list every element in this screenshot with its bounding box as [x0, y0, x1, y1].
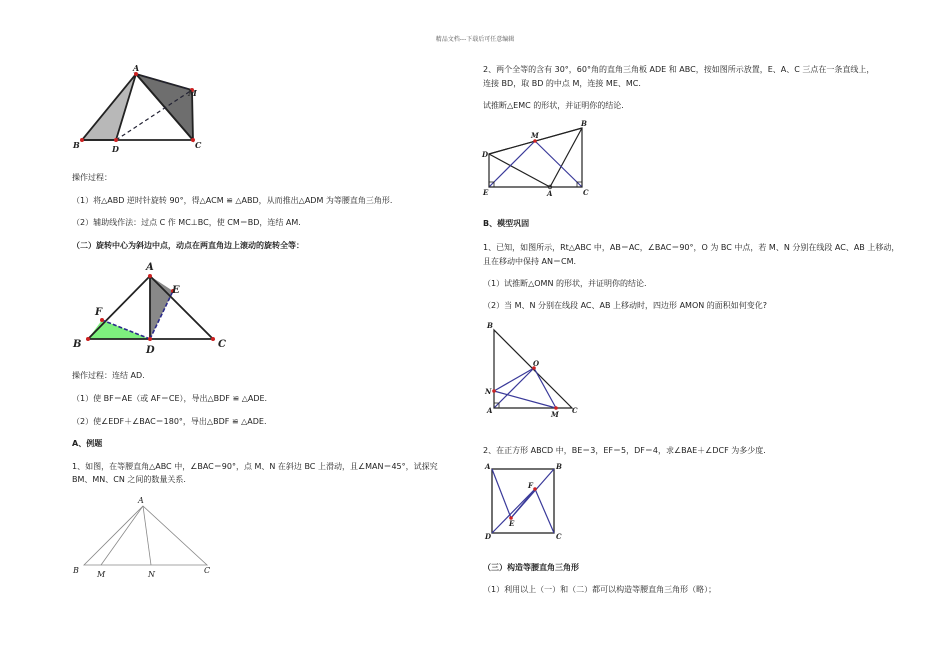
fig3-label-b: B	[73, 566, 79, 575]
figure-6-square	[480, 460, 570, 540]
fig3-label-a: A	[138, 496, 144, 505]
fig5-label-m: M	[551, 410, 559, 419]
page-header: 精品文档---下载后可任意编辑	[435, 36, 515, 43]
example2-line3: 试推断△EMC 的形状，并证明你的结论.	[483, 101, 624, 110]
b2-line: 2、在正方形 ABCD 中，BE＝3，EF＝5，DF＝4，求∠BAE＋∠DCF 为多少度.	[483, 446, 766, 455]
fig5-label-o: O	[533, 359, 540, 368]
example1-line2: BM、MN、CN 之间的数量关系.	[72, 475, 186, 484]
fig3-label-n: N	[148, 570, 155, 579]
b1-question2: （2）当 M、N 分别在线段 AC、AB 上移动时，四边形 AMON 的面积如何变化?	[483, 301, 768, 310]
op1-step1: （1）将△ABD 逆时针旋转 90°，得△ACM ≌ △ABD，从而推出△ADM 为等腰直角三角形.	[72, 196, 393, 205]
fig4-label-c: C	[583, 188, 589, 197]
example1-line1: 1、如图，在等腰直角△ABC 中，∠BAC＝90°，点 M、N 在斜边 BC 上滑动，且∠MAN＝45°，试探究	[72, 462, 438, 471]
fig6-label-b: B	[556, 462, 562, 471]
fig6-label-f: F	[528, 481, 533, 490]
fig6-label-e: E	[509, 519, 515, 528]
fig2-label-f: F	[95, 307, 103, 318]
figure-3-isosceles-right	[70, 493, 225, 585]
fig4-label-a: A	[547, 189, 553, 198]
fig5-label-c: C	[572, 406, 578, 415]
fig6-label-d: D	[485, 532, 492, 541]
fig2-gray-triangle	[150, 276, 173, 339]
fig1-label-a: A	[133, 63, 140, 73]
fig4-label-b: B	[581, 119, 587, 128]
fig3-label-m: M	[97, 570, 106, 579]
fig6-label-a: A	[485, 462, 491, 471]
fig5-label-n: N	[485, 387, 492, 396]
figure-1-rotation-triangle	[70, 62, 210, 157]
fig2-label-c: C	[218, 339, 226, 350]
fig2-label-e: E	[172, 285, 180, 296]
fig4-label-m: M	[531, 131, 539, 140]
example2-line1: 2、两个全等的含有 30°，60°角的直角三角板 ADE 和 ABC，按如图所示放置，E、A、C 三点在一条直线上，	[483, 65, 875, 74]
fig6-label-c: C	[556, 532, 562, 541]
s3-line1: （1）利用以上（一）和（二）都可以构造等腰直角三角形（略）；	[483, 585, 717, 594]
op-title-1: 操作过程：	[72, 173, 112, 182]
fig1-label-b: B	[73, 140, 80, 150]
section3-title: （三）构造等腰直角三角形	[483, 563, 579, 572]
fig1-label-d: D	[112, 144, 119, 154]
fig2-label-a: A	[146, 262, 154, 273]
section-a-title: A、例题	[72, 439, 103, 448]
example2-line2: 连接 BD，取 BD 的中点 M，连接 ME、MC.	[483, 79, 641, 88]
fig4-label-e: E	[483, 188, 489, 197]
fig1-label-m: M	[188, 88, 197, 98]
section-b-title: B、模型巩固	[483, 219, 530, 228]
b1-question1: （1）试推断△OMN 的形状，并证明你的结论.	[483, 279, 647, 288]
op-title-2: 操作过程：连结 AD.	[72, 371, 145, 380]
figure-5-right-triangle-midpoint	[480, 318, 585, 423]
fig2-label-d: D	[146, 345, 155, 356]
fig5-label-b: B	[487, 321, 493, 330]
fig1-label-c: C	[195, 140, 202, 150]
fig5-label-a: A	[487, 406, 493, 415]
figure-2-midpoint-rotation	[70, 258, 235, 358]
op2-step2: （2）使∠EDF＋∠BAC＝180°，导出△BDF ≌ △ADE.	[72, 417, 267, 426]
b1-line1: 1、已知，如图所示，Rt△ABC 中，AB＝AC，∠BAC＝90°，O 为 BC 中点，若 M、N 分别在线段 AC、AB 上移动，	[483, 243, 900, 252]
fig3-label-c: C	[204, 566, 211, 575]
op1-step2: （2）辅助线作法：过点 C 作 MC⊥BC，使 CM＝BD，连结 AM.	[72, 218, 301, 227]
fig4-label-d: D	[482, 150, 489, 159]
b1-line2: 且在移动中保持 AN＝CM.	[483, 257, 577, 266]
fig1-shaded-abd	[82, 74, 136, 140]
section2-title: （二）旋转中心为斜边中点，动点在两直角边上滚动的旋转全等：	[72, 241, 304, 250]
fig2-label-b: B	[73, 339, 82, 350]
op2-step1: （1）使 BF＝AE（或 AF＝CE），导出△BDF ≌ △ADE.	[72, 394, 268, 403]
figure-4-set-squares	[480, 118, 595, 203]
